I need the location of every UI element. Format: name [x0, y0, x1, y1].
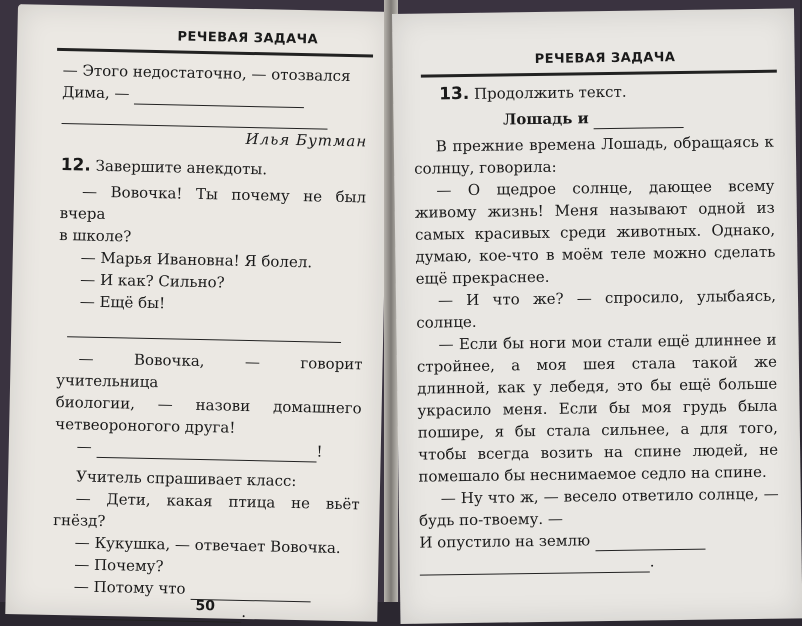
author-signature: Илья Бутман — [245, 129, 368, 151]
joke3-line: — Кукушка, — отвечает Вовочка. — [74, 533, 341, 557]
joke1-line: в школе? — [59, 226, 132, 246]
right-page — [392, 8, 802, 624]
joke2-line: биологии, — назови домашнего четвеороногого друга! — [55, 392, 362, 437]
joke1-line: — Вовочка! Ты почему не был вчера — [59, 182, 367, 223]
joke1-line: — И как? Сильно? — [80, 270, 225, 292]
dialogue-line-text: Дима, — — [62, 83, 130, 103]
right-page-header: РЕЧЕВАЯ ЗАДАЧА — [534, 50, 676, 68]
left-header-rule — [57, 48, 373, 58]
joke3-answer: — Потому что — [52, 575, 358, 603]
joke3-line: — Почему? — [74, 555, 164, 576]
answer-blank[interactable] — [71, 618, 241, 623]
task-number: 12. — [60, 155, 92, 176]
story-paragraph: — Ну что ж, — весело ответило солнце, — будь по-твоему. — — [418, 484, 779, 530]
right-page-content — [393, 78, 802, 576]
story-paragraph: В прежние времена Лошадь, обращаясь к солнцу, говорила: — [414, 132, 774, 178]
right-header-rule — [421, 70, 777, 78]
dialogue-line: — Этого недостаточно, — отозвался — [62, 61, 351, 86]
task-instruction: Продолжить текст. — [473, 82, 627, 103]
left-page-content — [5, 58, 389, 626]
joke1-line: — Ещё бы! — [79, 292, 166, 313]
answer-blank[interactable] — [420, 571, 650, 575]
joke3-line: Учитель спрашивает класс: — [75, 467, 297, 491]
left-page — [5, 4, 390, 622]
joke2-line: — Вовочка, — говорит учительница — [55, 349, 363, 392]
answer-line[interactable] — [67, 312, 341, 343]
task-instruction: Завершите анекдоты. — [95, 156, 268, 179]
left-page-header: РЕЧЕВАЯ ЗАДАЧА — [177, 29, 319, 48]
story-ending: И опустило на землю — [419, 527, 779, 554]
joke3-line: — Дети, какая птица не вьёт гнёзд? — [53, 489, 360, 531]
joke3-answer-cont: . — [71, 597, 357, 625]
task-number: 13. — [438, 83, 470, 105]
joke1-line: — Марья Ивановна! Я болел. — [80, 248, 313, 272]
story-paragraph: — О щедрое солнце, дающее всему живому жизнь! Меня называют одной из самых красивых среди животных. Однако, думаю, кое-что в моём теле можно сделать ещё прекраснее. — [414, 176, 776, 288]
story-paragraph: — Если бы ноги мои стали ещё длиннее и стройнее, а моя шея стала такой же длинной, как у лебедя, это бы ещё больше украсило меня. Если бы моя грудь была пошире, я бы стала сильнее, а для того, чтобы всегда возить на спине людей, не помешало бы неснимаемое седло на спине. — [416, 330, 779, 486]
story-ending-cont: . — [420, 549, 780, 576]
story-title: Лошадь и — [413, 105, 773, 132]
story-paragraph: — И что же? — спросило, улыбаясь, солнце. — [416, 286, 777, 332]
joke2-answer: — ! — [76, 437, 323, 461]
page-number: 50 — [195, 597, 216, 615]
